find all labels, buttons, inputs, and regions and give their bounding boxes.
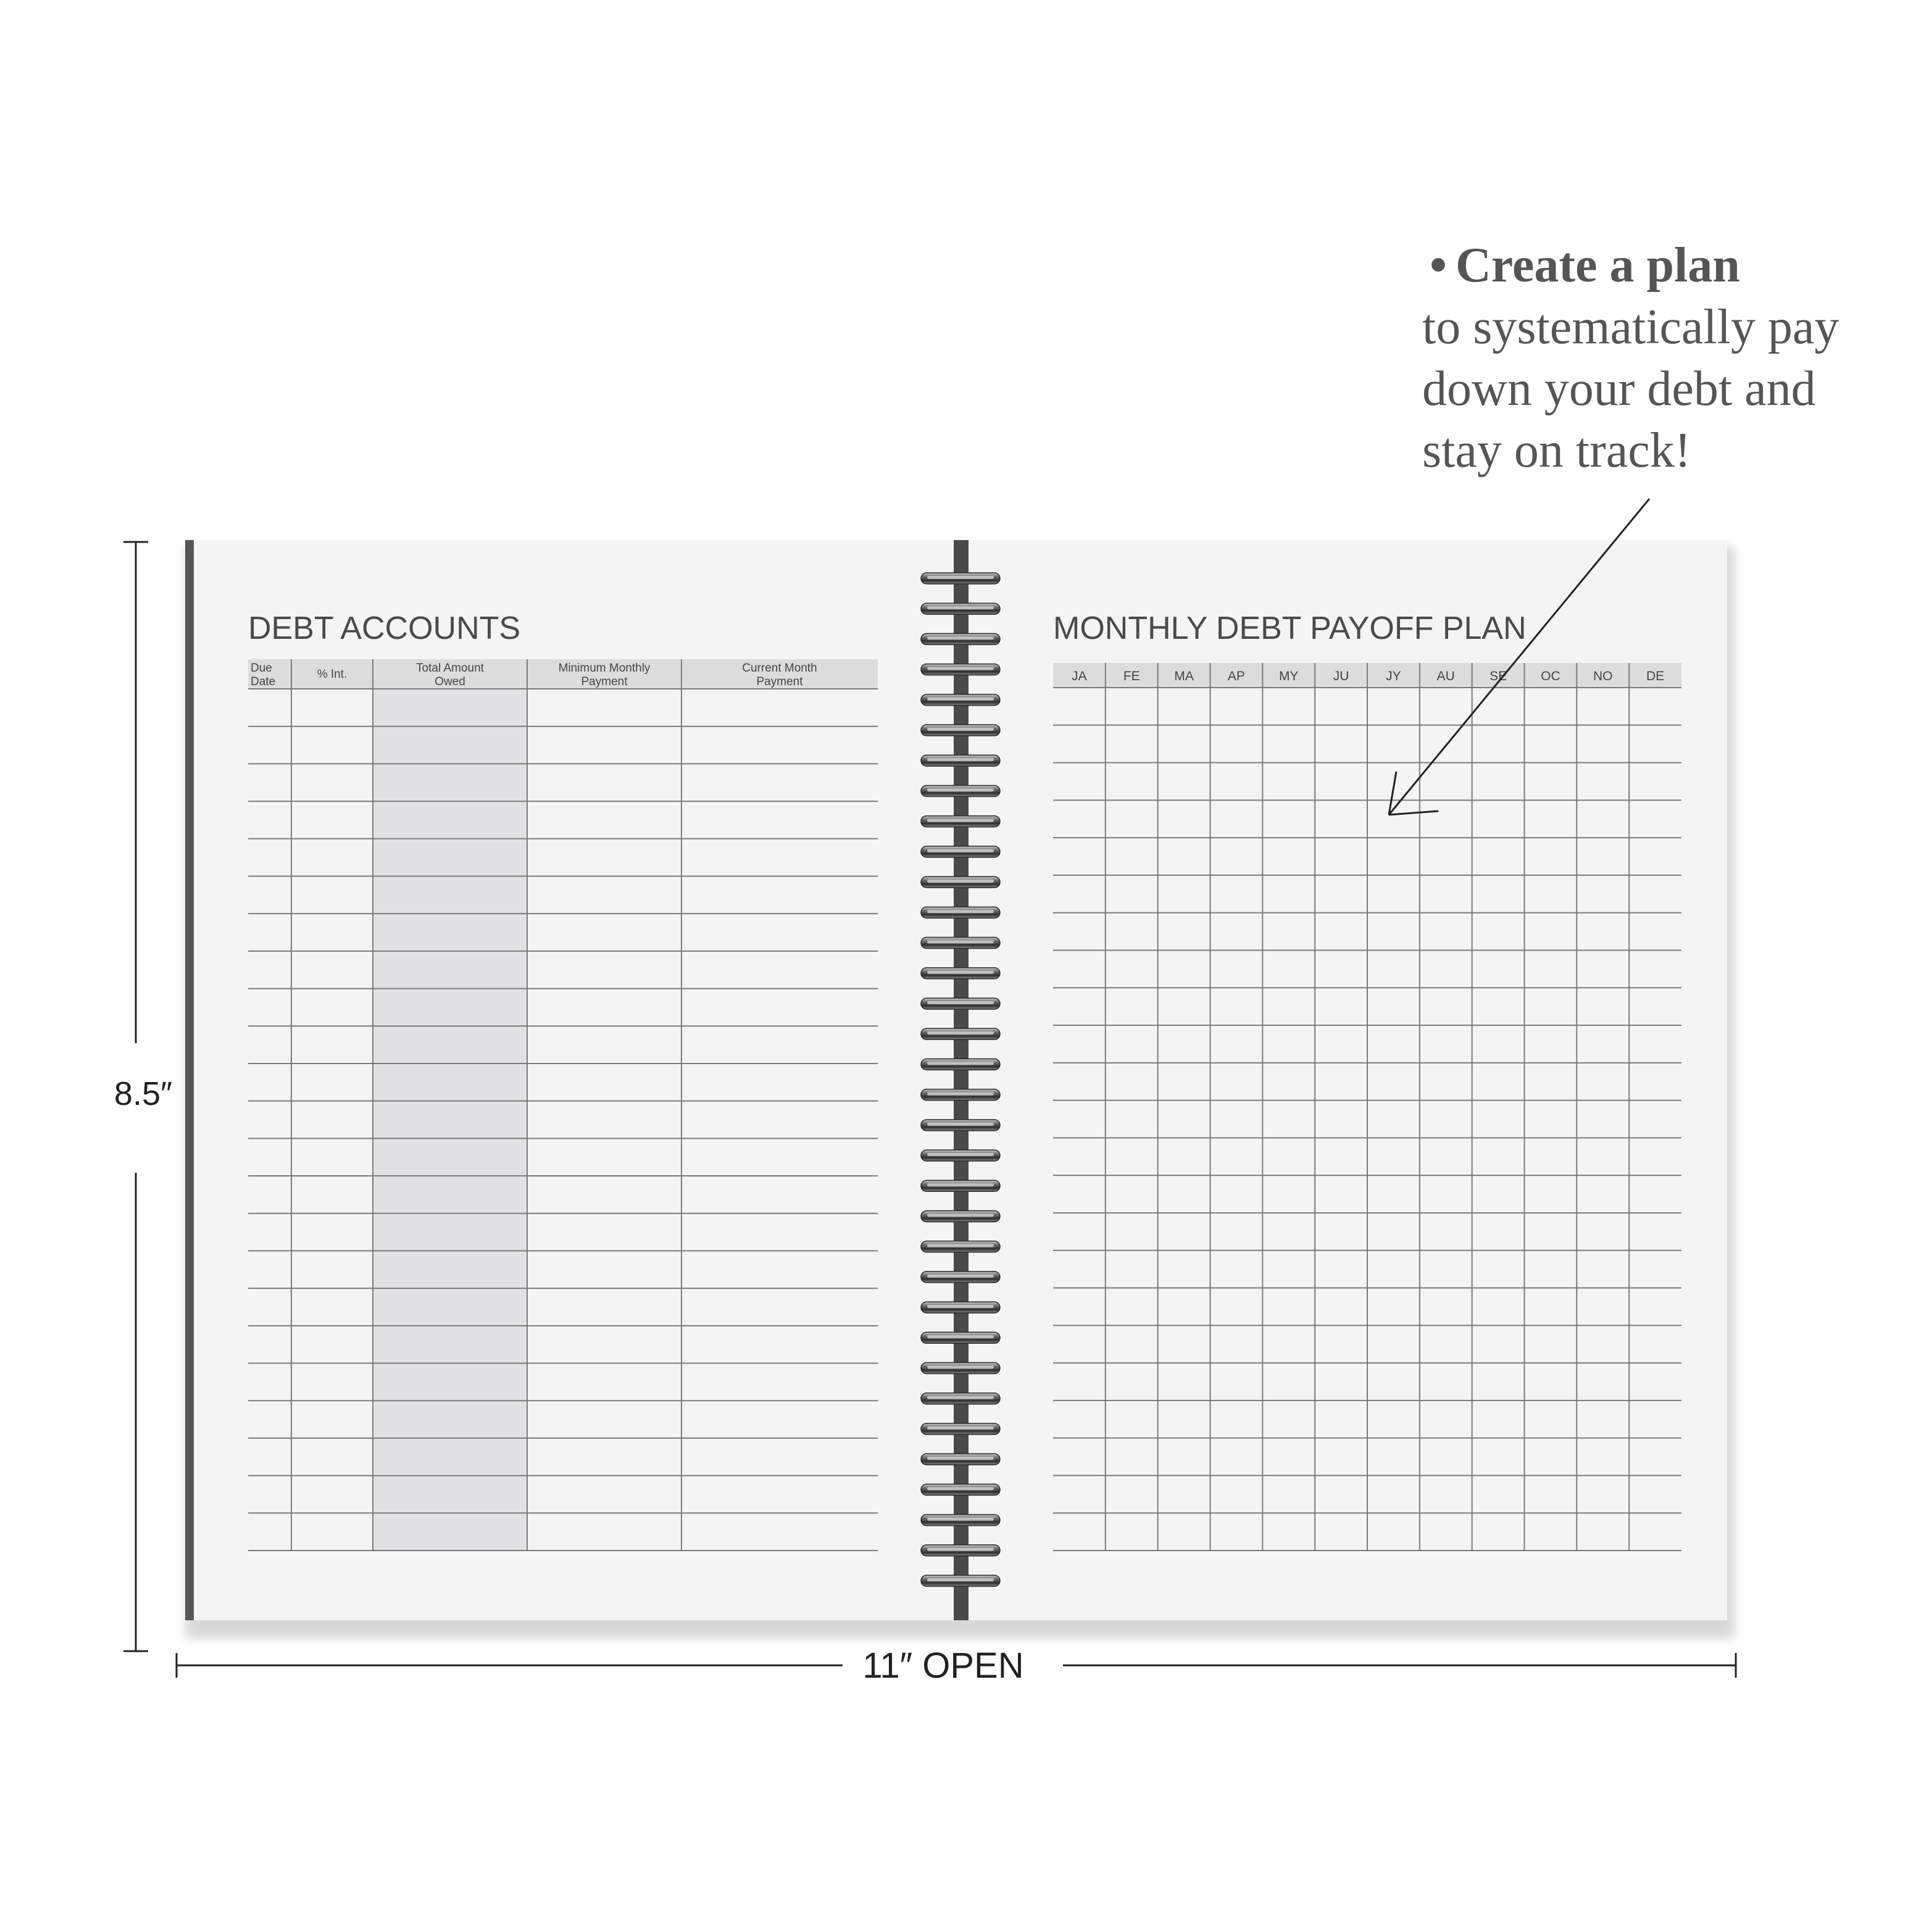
coil-loop bbox=[921, 1515, 1000, 1526]
column-header-4-line-1: Minimum Monthly bbox=[558, 662, 651, 675]
coil-loop bbox=[921, 725, 1000, 736]
coil-loop bbox=[921, 1454, 1000, 1465]
month-label-ja: JA bbox=[1072, 669, 1087, 683]
right-page bbox=[967, 540, 1727, 1620]
column-header-3-line-2: Owed bbox=[435, 675, 465, 688]
month-label-se: SE bbox=[1489, 669, 1507, 683]
height-dimension bbox=[114, 542, 172, 1651]
column-header-1-line-1: Due bbox=[251, 662, 272, 675]
coil-loop bbox=[921, 907, 1000, 918]
month-label-oc: OC bbox=[1541, 669, 1560, 683]
callout-bullet: • bbox=[1430, 238, 1448, 293]
column-header-5-line-1: Current Month bbox=[742, 662, 817, 675]
coil-loop bbox=[921, 1180, 1000, 1191]
coil-loop bbox=[921, 633, 1000, 644]
month-label-de: DE bbox=[1646, 669, 1665, 683]
coil-loop bbox=[921, 1272, 1000, 1283]
coil-loop bbox=[921, 785, 1000, 796]
coil-loop bbox=[921, 1241, 1000, 1252]
column-header-3-line-1: Total Amount bbox=[416, 662, 484, 675]
coil-loop bbox=[921, 876, 1000, 888]
column-header-5-line-2: Payment bbox=[756, 675, 803, 688]
callout-line-1: to systematically pay bbox=[1422, 300, 1839, 354]
coil-loop bbox=[921, 1150, 1000, 1161]
coil-loop bbox=[921, 1302, 1000, 1313]
month-label-au: AU bbox=[1436, 669, 1455, 683]
callout-line-3: stay on track! bbox=[1422, 423, 1691, 478]
left-page-title: DEBT ACCOUNTS bbox=[248, 610, 521, 646]
callout-headline-text: Create a plan bbox=[1456, 238, 1740, 293]
coil-loop bbox=[921, 1332, 1000, 1343]
coil-loop bbox=[921, 755, 1000, 766]
feature-callout bbox=[1422, 235, 1891, 481]
coil-loop bbox=[921, 1484, 1000, 1495]
right-page-title: MONTHLY DEBT PAYOFF PLAN bbox=[1053, 610, 1527, 646]
coil-loop bbox=[921, 1028, 1000, 1039]
coil-loop bbox=[921, 1120, 1000, 1131]
month-label-ap: AP bbox=[1227, 669, 1245, 683]
coil-loop bbox=[921, 968, 1000, 979]
callout-line-2: down your debt and bbox=[1422, 362, 1816, 416]
month-label-no: NO bbox=[1593, 669, 1613, 683]
left-cover-edge bbox=[185, 540, 195, 1620]
coil-loop bbox=[921, 938, 1000, 949]
callout-headline bbox=[1422, 235, 1891, 296]
coil-loop bbox=[921, 1059, 1000, 1070]
month-label-ma: MA bbox=[1174, 669, 1194, 683]
coil-loop bbox=[921, 1423, 1000, 1434]
coil-loop bbox=[921, 664, 1000, 675]
column-header-1-line-2: Date bbox=[251, 675, 276, 688]
coil-loop bbox=[921, 694, 1000, 706]
coil-loop bbox=[921, 603, 1000, 614]
height-label: 8.5″ bbox=[114, 1075, 173, 1112]
width-dimension bbox=[177, 1646, 1736, 1686]
column-header-4-line-2: Payment bbox=[581, 675, 628, 688]
coil-loop bbox=[921, 1393, 1000, 1404]
coil-loop bbox=[921, 1089, 1000, 1101]
column-header-2-line-1: % Int. bbox=[317, 668, 348, 681]
month-label-jy: JY bbox=[1386, 669, 1401, 683]
left-page bbox=[194, 540, 958, 1620]
coil-loop bbox=[921, 1575, 1000, 1586]
coil-loop bbox=[921, 1210, 1000, 1222]
shaded-amount-column bbox=[373, 689, 527, 1551]
coil-loop bbox=[921, 846, 1000, 857]
coil-loop bbox=[921, 1363, 1000, 1374]
month-label-fe: FE bbox=[1123, 669, 1140, 683]
month-label-my: MY bbox=[1279, 669, 1299, 683]
coil-loop bbox=[921, 573, 1000, 584]
width-label: 11″ OPEN bbox=[862, 1646, 1024, 1686]
coil-loop bbox=[921, 998, 1000, 1009]
coil-loop bbox=[921, 816, 1000, 827]
month-label-ju: JU bbox=[1333, 669, 1349, 683]
coil-loop bbox=[921, 1545, 1000, 1556]
